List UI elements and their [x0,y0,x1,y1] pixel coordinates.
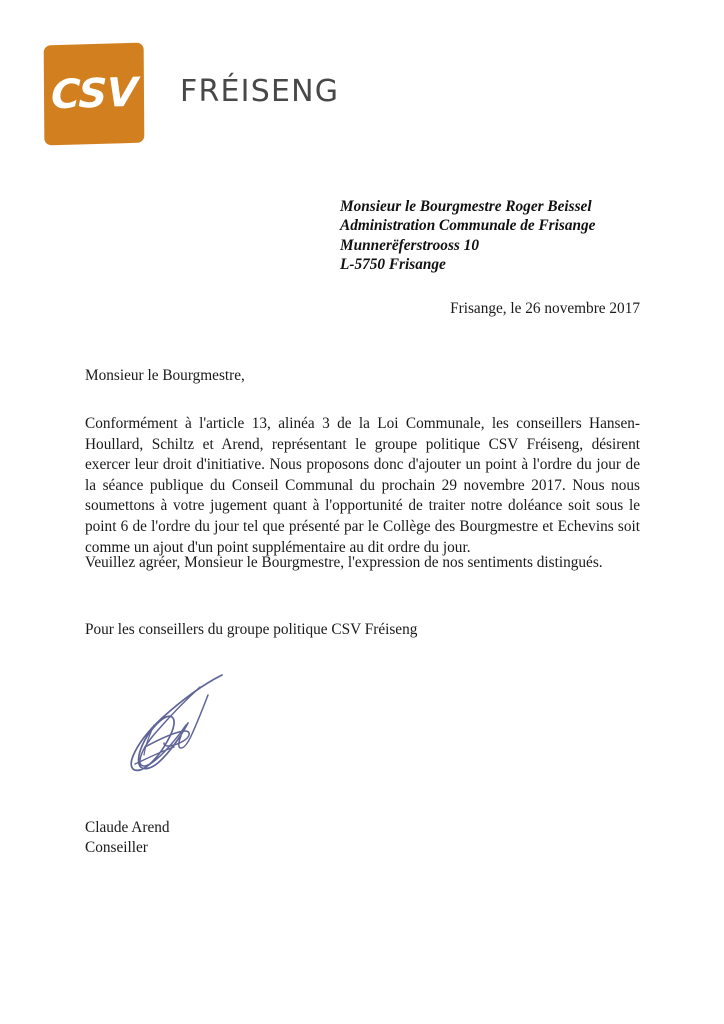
recipient-line-1: Monsieur le Bourgmestre Roger Beissel [340,198,592,215]
salutation: Monsieur le Bourgmestre, [85,367,245,384]
signature-image [104,668,254,783]
csv-logo [42,42,146,146]
letterhead [42,38,339,150]
recipient-address-block [340,197,595,275]
letter-body [85,366,640,558]
signer-title: Conseiller [85,838,148,856]
logo-wordmark [41,41,148,148]
organisation-name: FRÉISENG [180,74,340,109]
signer-block [85,818,170,857]
signature-icon [104,668,254,783]
signer-name: Claude Arend [85,819,170,836]
recipient-line-4: L-5750 Frisange [340,256,446,274]
body-paragraph-1: Conformément à l'article 13, alinéa 3 de la Loi Communale, les conseillers Hansen-Houllard, Schiltz et Arend, représentant le groupe politique CSV Fréiseng, désirent exercer leur droit d'initiative. Nous proposons donc d'ajouter un point à l'ordre du jour de la séance publique du Conseil Communal du prochain 29 novembre 2017. Nous nous soumettons à votre jugement quant à l'opportunité de traiter notre doléance soit sous le point 6 de l'ordre du jour tel que présenté par le Collège des Bourgmestre et Echevins soit comme un ajout d'un point supplémentaire au dit ordre du jour. [85,415,640,556]
logo-wordmark-text: CSV [50,69,138,119]
recipient-line-3: Munnerëferstrooss 10 [340,236,479,254]
recipient-line-2: Administration Communale de Frisange [340,217,596,235]
dateline: Frisange, le 26 novembre 2017 [450,300,640,317]
closing-formula: Veuillez agréer, Monsieur le Bourgmestre, l'expression de nos sentiments distingués. [85,554,603,571]
signoff-intro: Pour les conseillers du groupe politique CSV Fréiseng [85,621,418,638]
